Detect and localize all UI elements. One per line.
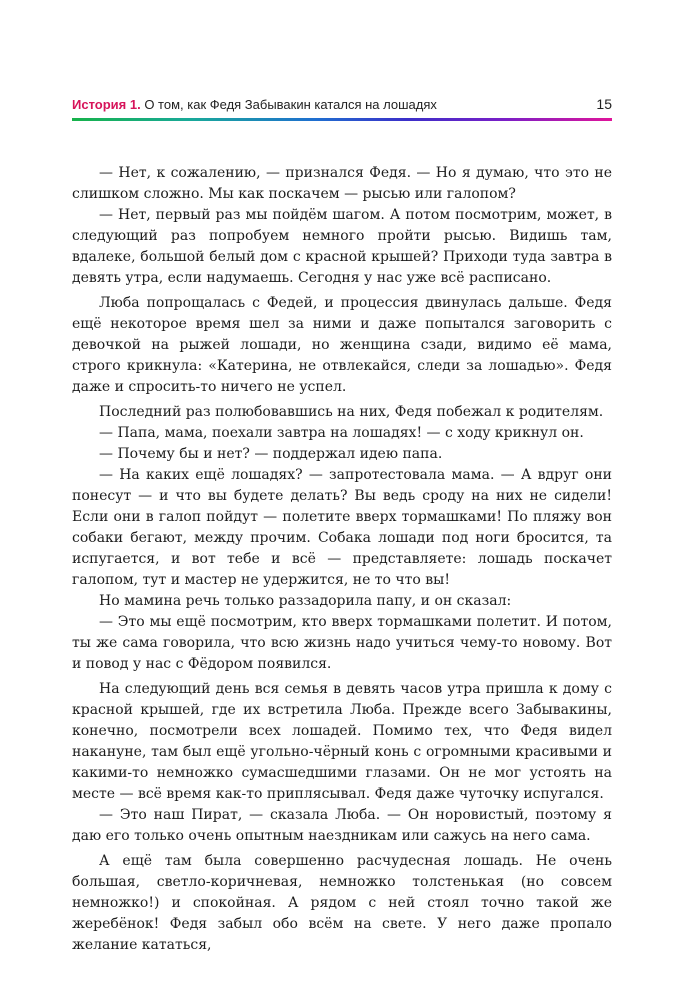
paragraph: Но мамина речь только раззадорила папу, и он сказал: — [99, 593, 512, 609]
page-number: 15 — [596, 96, 612, 112]
running-header — [72, 96, 612, 121]
header-gradient-rule — [72, 118, 612, 121]
paragraph: — Это наш Пират, — сказала Люба. — Он норовистый, поэтому я даю его только очень опытным наездникам или сажусь на него сама. — [72, 807, 612, 844]
body-text — [72, 163, 612, 956]
paragraph: — Нет, к сожалению, — признался Федя. — Но я думаю, что это не слишком сложно. Мы как поскачем — рысью или галопом? — [72, 165, 612, 202]
paragraph: — Это мы ещё посмотрим, кто вверх тормашками полетит. И потом, ты же сама говорила, что всю жизнь надо учиться чему-то новому. Вот и повод у нас с Фёдором появился. — [72, 614, 612, 672]
running-title — [72, 97, 437, 112]
paragraph: Последний раз полюбовавшись на них, Федя побежал к родителям. — [99, 404, 604, 420]
story-number: История 1. — [72, 97, 141, 112]
paragraph: Люба попрощалась с Федей, и процессия двинулась дальше. Федя ещё некоторое время шел за ними и даже попытался заговорить с девочкой на рыжей лошади, но женщина сзади, видимо её мама, строго крикнула: «Катерина, не отвлекайся, следи за лошадью». Федя даже и спросить-то ничего не успел. — [72, 295, 612, 395]
paragraph: На следующий день вся семья в девять часов утра пришла к дому с красной крышей, где их встретила Люба. Прежде всего Забывакины, конечно, посмотрели всех лошадей. Помимо тех, что Федя видел накануне, там был ещё угольно-чёрный конь с огромными красивыми и какими-то немножко сумасшедшими глазами. Он не мог устоять на месте — всё время как-то приплясывал. Федя даже чуточку испугался. — [72, 681, 612, 802]
story-title: О том, как Федя Забывакин катался на лошадях — [144, 97, 437, 112]
paragraph: — Нет, первый раз мы пойдём шагом. А потом посмотрим, может, в следующий раз попробуем немного пройти рысью. Видишь там, вдалеке, большой белый дом с красной крышей? Приходи туда завтра в девять утра, если надумаешь. Сегодня у нас уже всё расписано. — [72, 207, 612, 286]
paragraph: А ещё там была совершенно расчудесная лошадь. Не очень большая, светло-коричневая, немножко толстенькая (но совсем немножко!) и спокойная. А рядом с ней стоял точно такой же жеребёнок! Федя забыл обо всём на свете. У него даже пропало желание кататься, — [72, 853, 612, 953]
paragraph: — На каких ещё лошадях? — запротестовала мама. — А вдруг они понесут — и что вы будете делать? Вы ведь сроду на них не сидели! Если они в галоп пойдут — полетите вверх тормашками! По пляжу вон собаки бегают, между прочим. Собака лошади под ноги бросится, та испугается, и вот тебе и всё — представляете: лошадь поскачет галопом, тут и мастер не удержится, не то что вы! — [72, 467, 612, 588]
paragraph: — Папа, мама, поехали завтра на лошадях! — с ходу крикнул он. — [99, 425, 584, 441]
paragraph: — Почему бы и нет? — поддержал идею папа. — [99, 446, 443, 462]
